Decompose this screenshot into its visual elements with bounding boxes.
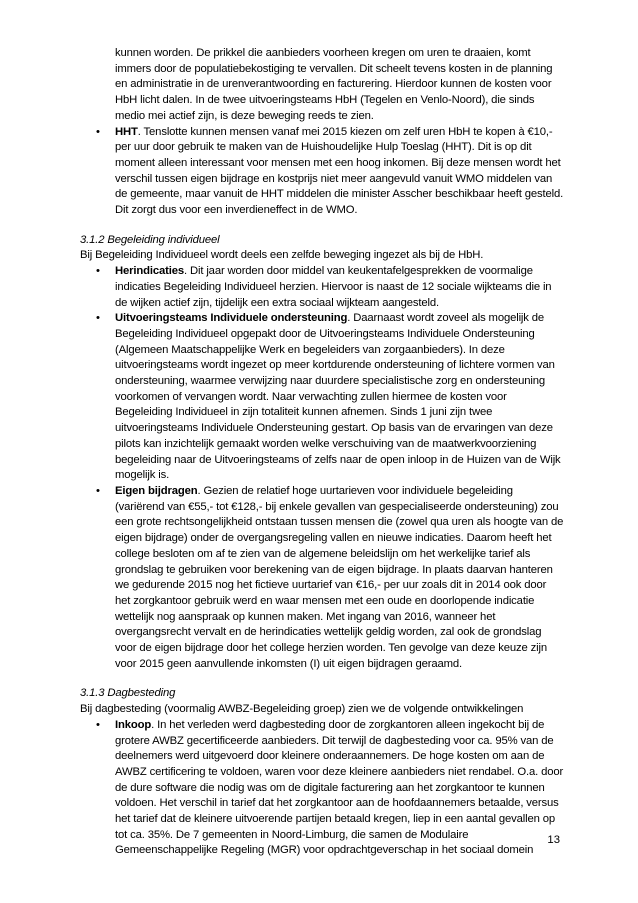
section-312-bullet-list (80, 264, 564, 672)
bullet-inkoop-text: . In het verleden werd dagbesteding door de zorgkantoren alleen ingekocht bij de grotere AWBZ gecertificeerde aanbieders. Dit terwijl de dagbesteding voor ca. 95% van de deelnemers werd uitgevoerd door kleinere onderaannemers. De hoge kosten om aan de AWBZ certificering te voldoen, waren voor deze kleinere aanbieders niet rendabel. O.a. door de dure software die nodig was om de digitale facturering aan het zorgkantoor te kunnen voldoen. Het verschil in tarief dat het zorgkantoor aan de hoofdaannemers betaalde, versus het tarief dat de kleinere uitvoerende partijen betaald kregen, liep in een aantal gevallen op tot ca. 35%. De 7 gemeenten in Noord-Limburg, die samen de Modulaire Gemeenschappelijke Regeling (MGR) voor opdrachtgeverschap in het sociaal domein (115, 718, 564, 857)
bullet-eigen-bijdragen-title: Eigen bijdragen (115, 484, 198, 497)
bullet-uitvoeringsteams-title: Uitvoeringsteams Individuele ondersteuning (115, 312, 348, 325)
page-content (80, 46, 564, 859)
intro-continuation-paragraph: kunnen worden. De prikkel die aanbieders voorheen kregen om uren te draaien, komt immers door de populatiebekostiging te vervallen. Dit scheelt tevens kosten in de planning en administratie in de urenverantwoording en facturering. Hierdoor kunnen de kosten voor HbH licht dalen. In de twee uitvoeringsteams HbH (Tegelen en Venlo-Noord), die sinds medio mei actief zijn, is deze beweging reeds te zien. (115, 47, 553, 122)
bullet-herindicaties (80, 264, 564, 311)
bullet-uitvoeringsteams-text: . Daarnaast wordt zoveel als mogelijk de Begeleiding Individueel opgepakt door de Uitvoeringsteams Individuele Ondersteuning (Algemeen Maatschappelijke Werk en begeleiders van zorgaanbieders). In deze uitvoeringsteams wordt ingezet op meer kortdurende ondersteuning of lichtere vormen van ondersteuning, waarmee verwijzing naar duurdere specialistische zorg en ondersteuning voorkomen of vervangen wordt. Naar verwachting zullen hiermee de kosten voor Begeleiding Individueel in zijn totaliteit kunnen afnemen. Sinds 1 juni zijn twee uitvoeringsteams Individuele Ondersteuning gestart. Op basis van de ervaringen van deze pilots kan inzichtelijk gemaakt worden welke verschuiving van de maatwerkvoorziening begeleiding naar de Uitvoeringsteams of zelfs naar de open inloop in de Huizen van de Wijk mogelijk is. (115, 312, 561, 482)
bullet-inkoop-title: Inkoop (115, 718, 152, 731)
bullet-icon: • (96, 125, 100, 138)
section-heading-begeleiding-individueel: 3.1.2 Begeleiding individueel (80, 233, 220, 246)
section-312-lead: Bij Begeleiding Individueel wordt deels een zelfde beweging ingezet als bij de HbH. (80, 249, 484, 262)
bullet-eigen-bijdragen-text: . Gezien de relatief hoge uurtarieven voor individuele begeleiding (variërend van €55,- tot €128,- bij enkele gevallen van gespecialiseerde ondersteuning) zou een grote rechtsongelijkheid ontstaan tussen mensen die (zowel qua uren als hoogte van de eigen bijdrage) onder de overgangsregeling vallen en nieuwe indicaties. Daarom heeft het college besloten om af te zien van de algemene beleidslijn om het werkelijke tarief als grondslag te gebruiken voor berekening van de eigen bijdrage. In plaats daarvan hanteren we gedurende 2015 nog het fictieve uurtarief van €16,- per uur zoals dit in 2014 ook door het zorgkantoor gebruik werd en waar mensen met een oude en doorlopende indicatie wettelijk nog aanspraak op kunnen maken. Met ingang van 2016, wanneer het overgangsrecht vervalt en de herindicaties wettelijk geldig worden, zal ook de grondslag voor de eigen bijdrage door het college herzien worden. Ten gevolge van deze keuze zijn voor 2015 geen aanvullende inkomsten (I) uit eigen bijdragen geraamd. (115, 484, 564, 670)
bullet-icon: • (96, 718, 100, 731)
section-313-lead: Bij dagbesteding (voormalig AWBZ-Begeleiding groep) zien we de volgende ontwikkelingen (80, 703, 524, 716)
bullet-uitvoeringsteams (80, 311, 564, 484)
bullet-icon: • (96, 484, 100, 497)
bullet-icon: • (96, 312, 100, 325)
page-number: 13 (547, 834, 560, 846)
bullet-herindicaties-title: Herindicaties (115, 265, 184, 278)
bullet-hht (80, 125, 564, 219)
bullet-eigen-bijdragen (80, 484, 564, 672)
bullet-hht-title: HHT (115, 125, 138, 138)
bullet-icon: • (96, 265, 100, 278)
bullet-inkoop (80, 718, 564, 859)
section-313-bullet-list (80, 718, 564, 859)
intro-bullet-list (80, 125, 564, 219)
bullet-hht-text: . Tenslotte kunnen mensen vanaf mei 2015 kiezen om zelf uren HbH te kopen à €10,- per uur door gebruik te maken van de Huishoudelijke Hulp Toeslag (HHT). Dit is op dit moment alleen interessant voor mensen met een hoog inkomen. Bij deze mensen wordt het verschil tussen eigen bijdrage en kostprijs niet meer aangevuld vanuit WMO middelen van de gemeente, maar vanuit de HHT middelen die minister Asscher beschikbaar heeft gesteld. Dit zorgt dus voor een inverdieneffect in de WMO. (115, 125, 564, 217)
section-heading-dagbesteding: 3.1.3 Dagbesteding (80, 687, 176, 700)
bullet-herindicaties-text: . Dit jaar worden door middel van keukentafelgesprekken de voormalige indicaties Begeleiding Individueel herzien. Hiervoor is naast de 12 sociale wijkteams die in de wijken actief zijn, tijdelijk een extra sociaal wijkteam aangesteld. (115, 265, 552, 309)
